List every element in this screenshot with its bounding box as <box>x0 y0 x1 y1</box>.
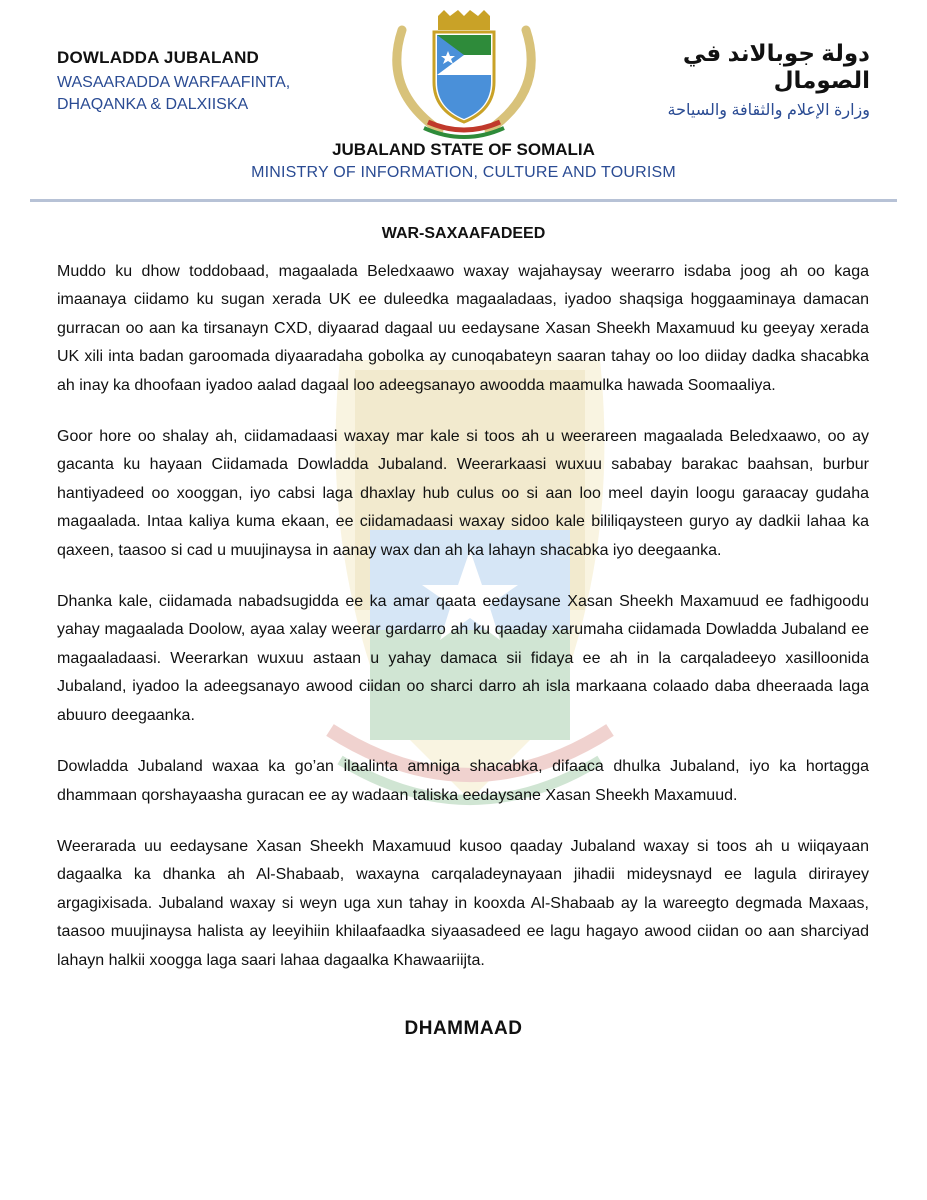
closing-word: DHAMMAAD <box>404 1018 523 1039</box>
body-paragraph-1: Muddo ku dhow toddobaad, magaalada Beledxaawo waxay wajahaysay weerarro isdaba joog ah oo kaga imaanaya ciidamo ku sugan xerada UK ee duleedka magaaladaas, iyadoo shaqsiga hoggaaminaya damacan gurracan oo aan ka tirsanayn CXD, diyaarad dagaal uu eedaysane Xasan Sheekh Maxamuud ku geeyay xerada UK xili inta badan garoomada diyaaradaha gobolka ay cunoqabateyn saaran tahay oo loo diiday dadka shacabka ah inay ka dhoofaan iyadoo aalad dagaal loo adeegsanayo awoodda maamulka hawada Soomaaliya. <box>57 263 869 394</box>
ministry-name-english: MINISTRY OF INFORMATION, CULTURE AND TOURISM <box>251 164 676 181</box>
ministry-name-somali-line2: DHAQANKA & DALXIISKA <box>57 96 249 113</box>
state-name-english: JUBALAND STATE OF SOMALIA <box>332 140 595 159</box>
letterhead-right <box>590 40 870 120</box>
state-name-somali: DOWLADDA JUBALAND <box>57 48 260 67</box>
body-paragraph-3: Dhanka kale, ciidamada nabadsugidda ee ka amar qaata eedaysane Xasan Sheekh Maxamuud ee fadhigoodu yahay magaalada Doolow, ayaa xalay weerar gardarro ah ku qaaday xarumaha ciidamada Dowladda Jubaland ee magaaladaasi. Weerarkan wuxuu astaan u yahay damaca sii fidaya ee ah in la carqaladeeyo xasilloonida Jubaland, iyadoo la adeegsanayo awood ciidan oo sharci darro ah isla markaana colaado daba dheeraada laga abuuro deegaanka. <box>57 593 869 724</box>
body-paragraph-2: Goor hore oo shalay ah, ciidamadaasi waxay mar kale si toos ah u weerareen magaalada Beledxaawo, oo ay gacanta ku hayaan Ciidamada Dowladda Jubaland. Weerarkaasi wuxuu sababay barakac baahsan, burbur hantiyadeed oo xooggan, iyo cabsi laga dhaxlay hub culus oo si aan loo meel dayin loogu garaacay gudaha magaalada. Intaa kaliya kuma ekaan, ee ciidamadaasi waxay sidoo kale bililiqaysteen guryo ay dadkii lahaa ka qaxeen, taasoo si cad u muujinaysa in aanay wax dan ah ka lahayn shacabka iyo deegaanka. <box>57 428 869 559</box>
ministry-name-somali-line1: WASAARADDA WARFAAFINTA, <box>57 74 291 91</box>
press-release-title: WAR-SAXAAFADEED <box>381 225 546 242</box>
ministry-name-arabic: وزارة الإعلام والثقافة والسياحة <box>667 102 870 119</box>
letterhead-center <box>0 140 927 182</box>
body-paragraph-4: Dowladda Jubaland waxaa ka go’an ilaalinta amniga shacabka, difaaca dhulka Jubaland, iyo ka hortagga dhammaan qorshayaasha guracan ee ay wadaan taliska eedaysane Xasan Sheekh Maxamuud. <box>57 758 869 804</box>
press-release-body <box>57 258 869 998</box>
header-divider <box>30 199 897 202</box>
letterhead-left <box>57 48 377 116</box>
body-paragraph-5: Weerarada uu eedaysane Xasan Sheekh Maxamuud kusoo qaaday Jubaland waxay si toos ah u wiiqayaan dagaalka ka dhanka ah Al-Shabaab, waxayna carqaladeynayaan jihadii mideysnayd ee lagula dirirayey argagixisada. Jubaland waxay si weyn uga xun tahay in kooxda Al-Shabaab ay la wareegto degmada Maxaas, taasoo muujinaysa halista ay leeyihiin khilaafaadka siyaasadeed ee lagu hagayo awood ciidan oo aan sharciyad lahayn halkii xoogga laga saari lahaa dagaalka Khawaariijta. <box>57 837 869 969</box>
jubaland-emblem-icon <box>384 10 544 140</box>
state-name-arabic: دولة جوبالاند في الصومال <box>682 40 870 93</box>
